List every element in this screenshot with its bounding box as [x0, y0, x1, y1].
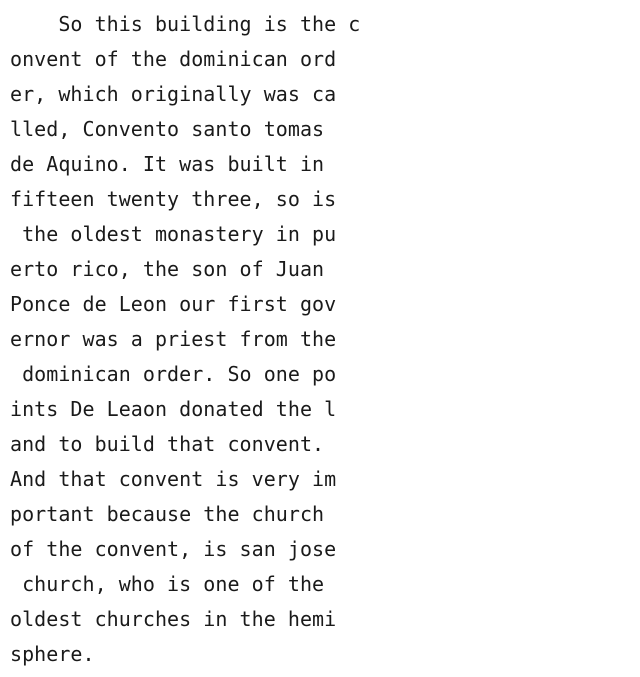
text-line: sphere.	[10, 642, 95, 666]
text-line: portant because the church	[10, 502, 325, 526]
text-line: lled, Convento santo tomas	[10, 117, 325, 141]
document-text	[10, 7, 630, 672]
text-line: dominican order. So one po	[10, 362, 337, 386]
text-line: Ponce de Leon our first gov	[10, 292, 337, 316]
text-line: and to build that convent.	[10, 432, 325, 456]
text-line: onvent of the dominican ord	[10, 47, 337, 71]
text-line: the oldest monastery in pu	[10, 222, 337, 246]
text-line: of the convent, is san jose	[10, 537, 337, 561]
text-line: erto rico, the son of Juan	[10, 257, 325, 281]
text-line: church, who is one of the	[10, 572, 325, 596]
text-line: de Aquino. It was built in	[10, 152, 325, 176]
text-line: fifteen twenty three, so is	[10, 187, 337, 211]
text-line: So this building is the c	[10, 12, 361, 36]
text-line: er, which originally was ca	[10, 82, 337, 106]
text-line: ernor was a priest from the	[10, 327, 337, 351]
text-line: And that convent is very im	[10, 467, 337, 491]
text-line: ints De Leaon donated the l	[10, 397, 337, 421]
text-line: oldest churches in the hemi	[10, 607, 337, 631]
